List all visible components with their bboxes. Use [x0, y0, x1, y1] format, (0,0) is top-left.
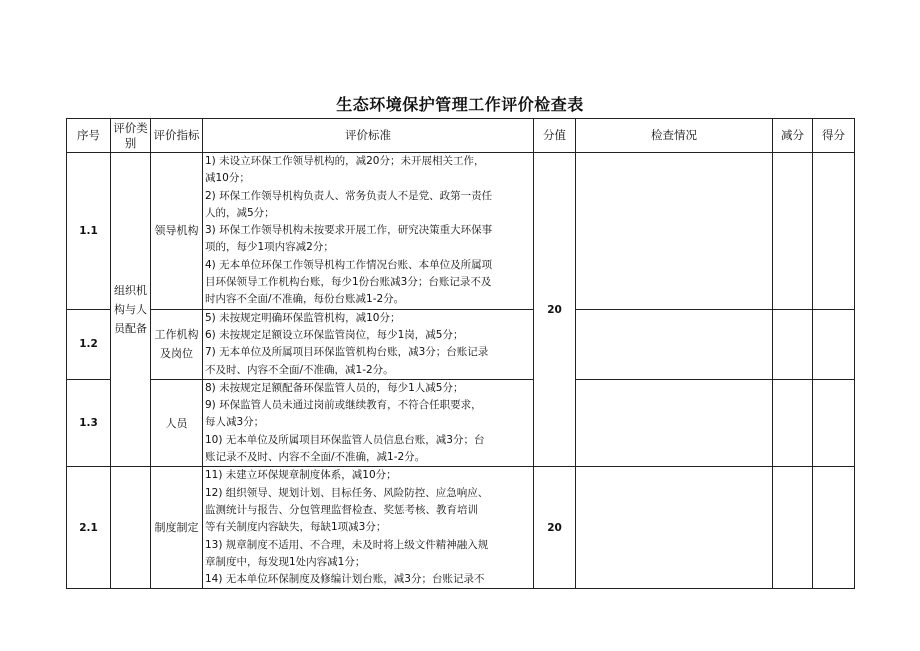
criteria-cell — [203, 309, 534, 379]
inspection-cell — [576, 467, 773, 589]
score-cell: 20 — [534, 467, 576, 589]
header-no: 序号 — [67, 119, 111, 153]
indicator-cell: 人员 — [151, 379, 203, 466]
criteria-line: 不及时、内容不全面/不准确，减1-2分。 — [205, 363, 394, 376]
category-cell — [111, 467, 151, 589]
header-obtained: 得分 — [813, 119, 855, 153]
criteria-line: 12) 组织领导、规划计划、目标任务、风险防控、应急响应、 — [205, 486, 489, 499]
deduction-cell — [773, 467, 813, 589]
criteria-cell — [203, 153, 534, 310]
criteria-line: 9) 环保监管人员未通过岗前或继续教育，不符合任职要求， — [205, 399, 482, 412]
criteria-line: 11) 未建立环保规章制度体系，减10分； — [205, 469, 397, 482]
criteria-cell — [203, 379, 534, 466]
criteria-line: 13) 规章制度不适用、不合理，未及时将上级文件精神融入规 — [205, 538, 489, 551]
criteria-line: 监测统计与报告、分包管理监督检查、奖惩考核、教育培训 — [205, 503, 478, 516]
inspection-cell — [576, 379, 773, 466]
criteria-line: 人的，减5分； — [205, 206, 275, 219]
table-row — [67, 153, 855, 310]
score-cell: 20 — [534, 153, 576, 467]
inspection-cell — [576, 153, 773, 310]
indicator-cell: 工作机构及岗位 — [151, 309, 203, 379]
deduction-cell — [773, 309, 813, 379]
row-number: 2.1 — [67, 467, 111, 589]
criteria-line: 减10分； — [205, 172, 250, 185]
evaluation-table — [66, 118, 855, 589]
indicator-cell: 领导机构 — [151, 153, 203, 310]
header-criteria: 评价标准 — [203, 119, 534, 153]
page-title: 生态环境保护管理工作评价检查表 — [336, 95, 584, 114]
criteria-line: 8) 未按规定足额配备环保监管人员的，每少1人减5分； — [205, 381, 464, 394]
indicator-cell: 制度制定 — [151, 467, 203, 589]
table-row — [67, 379, 855, 466]
header-indicator: 评价指标 — [151, 119, 203, 153]
row-number: 1.2 — [67, 309, 111, 379]
obtained-cell — [813, 467, 855, 589]
table-row — [67, 467, 855, 589]
criteria-line: 14) 无本单位环保制度及修编计划台账，减3分；台账记录不 — [205, 573, 485, 586]
inspection-cell — [576, 309, 773, 379]
criteria-line: 时内容不全面/不准确，每份台账减1-2分。 — [205, 293, 405, 306]
criteria-line: 6) 未按规定足额设立环保监管岗位，每少1岗，减5分； — [205, 328, 464, 341]
criteria-line: 10) 无本单位及所属项目环保监管人员信息台账，减3分；台 — [205, 433, 485, 446]
row-number: 1.1 — [67, 153, 111, 310]
criteria-line: 章制度中，每发现1处内容减1分； — [205, 555, 366, 568]
table-row — [67, 309, 855, 379]
criteria-line: 项的，每少1项内容减2分； — [205, 241, 334, 254]
header-inspection: 检查情况 — [576, 119, 773, 153]
row-number: 1.3 — [67, 379, 111, 466]
criteria-line: 7) 无本单位及所属项目环保监管机构台账，减3分；台账记录 — [205, 346, 489, 359]
header-score: 分值 — [534, 119, 576, 153]
criteria-line: 3) 环保工作领导机构未按要求开展工作，研究决策重大环保事 — [205, 224, 493, 237]
obtained-cell — [813, 153, 855, 310]
deduction-cell — [773, 153, 813, 310]
header-deduction: 减分 — [773, 119, 813, 153]
obtained-cell — [813, 309, 855, 379]
obtained-cell — [813, 379, 855, 466]
criteria-line: 等有关制度内容缺失，每缺1项减3分； — [205, 521, 387, 534]
criteria-line: 每人减3分； — [205, 416, 265, 429]
deduction-cell — [773, 379, 813, 466]
header-category: 评价类别 — [111, 119, 151, 153]
criteria-line: 5) 未按规定明确环保监管机构，减10分； — [205, 311, 401, 324]
criteria-line: 4) 无本单位环保工作领导机构工作情况台账、本单位及所属项 — [205, 258, 493, 271]
category-cell: 组织机构与人员配备 — [111, 153, 151, 467]
criteria-line: 2) 环保工作领导机构负责人、常务负责人不是党、政第一责任 — [205, 189, 493, 202]
criteria-cell — [203, 467, 534, 589]
header-row — [67, 119, 855, 153]
criteria-line: 1) 未设立环保工作领导机构的，减20分；未开展相关工作， — [205, 155, 485, 167]
criteria-line: 账记录不及时、内容不全面/不准确，减1-2分。 — [205, 451, 426, 464]
criteria-line: 目环保领导工作机构台账，每少1份台账减3分；台账记录不及 — [205, 276, 492, 289]
